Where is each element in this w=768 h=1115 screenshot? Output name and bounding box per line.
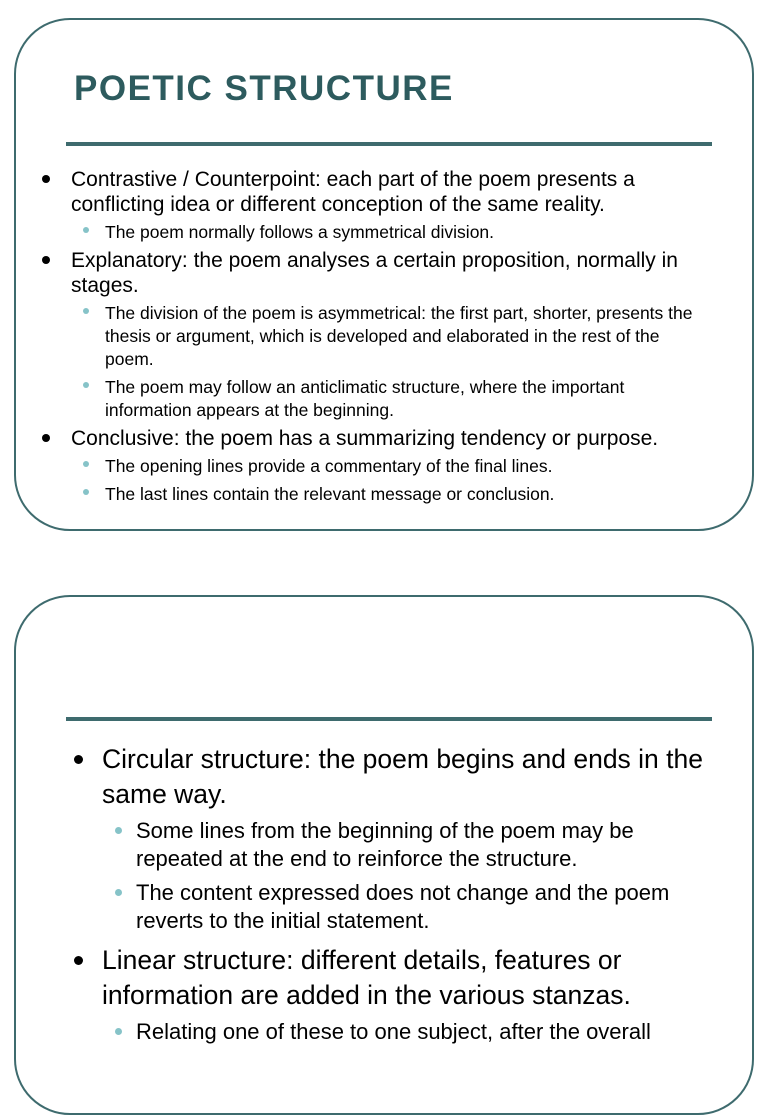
sub-bullet-dot-icon bbox=[83, 461, 89, 467]
bullet-dot-icon bbox=[42, 175, 50, 183]
sub-bullet-text: Relating one of these to one subject, after the overall bbox=[136, 1019, 651, 1044]
sub-bullet-item bbox=[16, 376, 752, 422]
bullet-item bbox=[16, 426, 752, 506]
sub-bullet-item bbox=[16, 879, 752, 935]
sub-bullet-dot-icon bbox=[115, 1028, 122, 1035]
bullet-dot-icon bbox=[74, 755, 83, 764]
bullet-list bbox=[16, 165, 752, 506]
sub-bullet-list bbox=[16, 1018, 752, 1046]
sub-bullet-item bbox=[16, 483, 752, 506]
sub-bullet-text: Some lines from the beginning of the poem may be repeated at the end to reinforce the structure. bbox=[136, 818, 634, 871]
sub-bullet-dot-icon bbox=[83, 382, 89, 388]
bullet-text: Conclusive: the poem has a summarizing tendency or purpose. bbox=[71, 427, 659, 450]
bullet-dot-icon bbox=[42, 434, 50, 442]
bullet-dot-icon bbox=[74, 956, 83, 965]
sub-bullet-item bbox=[16, 817, 752, 873]
bullet-item bbox=[16, 167, 752, 244]
bullet-item bbox=[16, 742, 752, 935]
sub-bullet-dot-icon bbox=[83, 227, 89, 233]
bullet-text: Explanatory: the poem analyses a certain proposition, normally in stages. bbox=[71, 249, 678, 297]
sub-bullet-list bbox=[16, 221, 752, 244]
bullet-text: Circular structure: the poem begins and ends in the same way. bbox=[102, 744, 703, 809]
title-divider bbox=[66, 717, 712, 721]
sub-bullet-list bbox=[16, 455, 752, 506]
sub-bullet-text: The division of the poem is asymmetrical: the first part, shorter, presents the thesis or argument, which is developed and elaborated in the rest of the poem. bbox=[105, 303, 693, 369]
bullet-item bbox=[16, 943, 752, 1046]
sub-bullet-item bbox=[16, 1018, 752, 1046]
sub-bullet-text: The last lines contain the relevant message or conclusion. bbox=[105, 484, 555, 504]
bullet-list bbox=[16, 742, 752, 1046]
slide-title: POETIC STRUCTURE bbox=[74, 69, 454, 108]
slide-1 bbox=[14, 18, 754, 531]
bullet-text: Linear structure: different details, features or information are added in the various stanzas. bbox=[102, 945, 631, 1010]
sub-bullet-list bbox=[16, 302, 752, 422]
sub-bullet-text: The content expressed does not change and the poem reverts to the initial statement. bbox=[136, 880, 670, 933]
sub-bullet-text: The poem may follow an anticlimatic structure, where the important information appears at the beginning. bbox=[105, 377, 625, 420]
bullet-dot-icon bbox=[42, 256, 50, 264]
title-divider bbox=[66, 142, 712, 146]
sub-bullet-item bbox=[16, 221, 752, 244]
sub-bullet-item bbox=[16, 302, 752, 371]
sub-bullet-list bbox=[16, 817, 752, 935]
sub-bullet-text: The opening lines provide a commentary of the final lines. bbox=[105, 456, 553, 476]
sub-bullet-item bbox=[16, 455, 752, 478]
sub-bullet-dot-icon bbox=[115, 889, 122, 896]
bullet-item bbox=[16, 248, 752, 422]
bullet-text: Contrastive / Counterpoint: each part of the poem presents a conflicting idea or different conception of the same reality. bbox=[71, 168, 635, 216]
sub-bullet-dot-icon bbox=[83, 308, 89, 314]
slide-2 bbox=[14, 595, 754, 1115]
sub-bullet-text: The poem normally follows a symmetrical division. bbox=[105, 222, 495, 242]
sub-bullet-dot-icon bbox=[83, 489, 89, 495]
sub-bullet-dot-icon bbox=[115, 827, 122, 834]
